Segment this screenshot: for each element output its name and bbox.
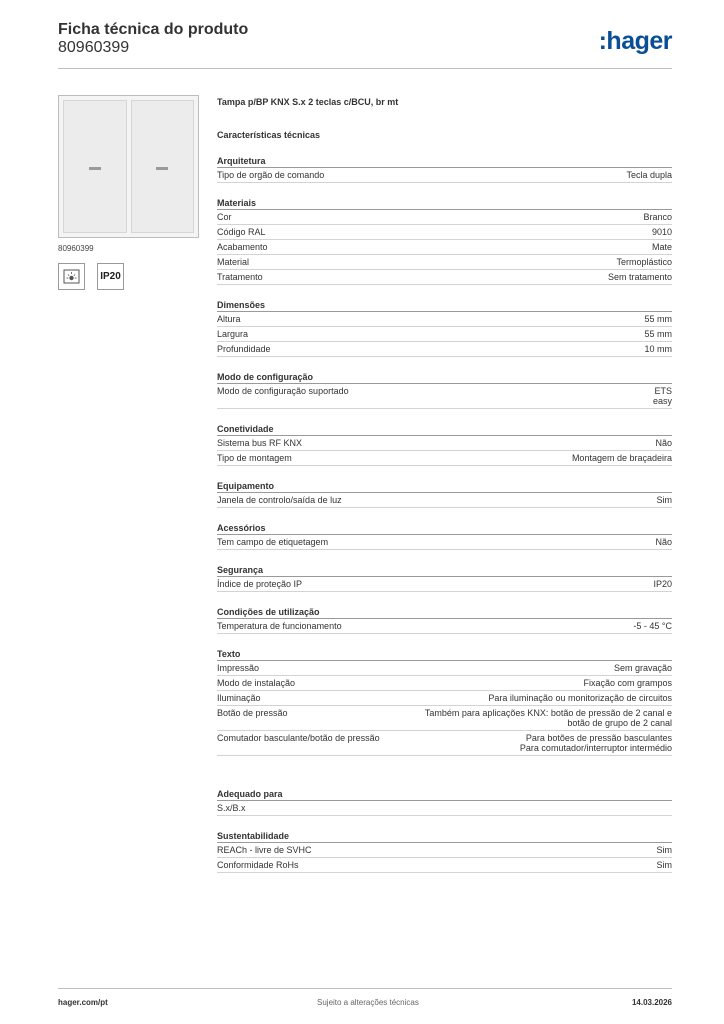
spec-content xyxy=(217,97,672,873)
spec-label: Largura xyxy=(217,329,249,339)
section-title: Arquitetura xyxy=(217,155,672,168)
led-indicator xyxy=(89,167,101,170)
spec-label: Conformidade RoHs xyxy=(217,860,299,870)
spec-row xyxy=(217,731,672,756)
spec-section xyxy=(217,155,672,183)
section-title: Materiais xyxy=(217,197,672,210)
spec-label: S.x/B.x xyxy=(217,803,246,813)
section-title: Condições de utilização xyxy=(217,606,672,619)
spec-value: IP20 xyxy=(653,579,672,589)
spec-label: Janela de controlo/saída de luz xyxy=(217,495,342,505)
header-divider xyxy=(58,68,672,69)
product-image xyxy=(58,95,199,238)
spec-row xyxy=(217,691,672,706)
spec-label: Profundidade xyxy=(217,344,271,354)
spec-value: Para iluminação ou monitorização de circuitos xyxy=(488,693,672,703)
section-spacer xyxy=(217,756,672,774)
section-title: Segurança xyxy=(217,564,672,577)
spec-label: Iluminação xyxy=(217,693,261,703)
spec-value: Branco xyxy=(643,212,672,222)
spec-value: 55 mm xyxy=(644,329,672,339)
section-title: Modo de configuração xyxy=(217,371,672,384)
spec-label: Tem campo de etiquetagem xyxy=(217,537,329,547)
ip-rating-badge: IP20 xyxy=(97,263,124,290)
spec-row xyxy=(217,661,672,676)
spec-value: Termoplástico xyxy=(616,257,672,267)
spec-value: Tecla dupla xyxy=(626,170,672,180)
spec-label: Comutador basculante/botão de pressão xyxy=(217,733,380,743)
spec-row xyxy=(217,342,672,357)
spec-sections xyxy=(217,155,672,873)
spec-value: ETS easy xyxy=(652,386,672,406)
spec-row xyxy=(217,493,672,508)
spec-row xyxy=(217,535,672,550)
spec-label: Impressão xyxy=(217,663,260,673)
section-title: Conetividade xyxy=(217,423,672,436)
spec-label: Modo de instalação xyxy=(217,678,296,688)
spec-row xyxy=(217,676,672,691)
spec-section xyxy=(217,299,672,357)
section-title: Texto xyxy=(217,648,672,661)
spec-section xyxy=(217,371,672,409)
spec-label: Botão de pressão xyxy=(217,708,288,718)
spec-label: Altura xyxy=(217,314,241,324)
spec-row xyxy=(217,384,672,409)
spec-section xyxy=(217,788,672,816)
spec-value: Não xyxy=(655,537,672,547)
spec-value: 10 mm xyxy=(644,344,672,354)
spec-row xyxy=(217,312,672,327)
spec-row xyxy=(217,240,672,255)
spec-section xyxy=(217,830,672,873)
spec-row xyxy=(217,210,672,225)
spec-value: Sem tratamento xyxy=(607,272,672,282)
spec-row xyxy=(217,168,672,183)
section-title: Adequado para xyxy=(217,788,672,801)
spec-section xyxy=(217,522,672,550)
spec-section xyxy=(217,606,672,634)
spec-label: REACh - livre de SVHC xyxy=(217,845,312,855)
spec-value: Sim xyxy=(656,860,672,870)
spec-value: -5 - 45 °C xyxy=(633,621,672,631)
spec-label: Temperatura de funcionamento xyxy=(217,621,342,631)
spec-row xyxy=(217,327,672,342)
footer-date: 14.03.2026 xyxy=(631,998,672,1007)
section-title: Equipamento xyxy=(217,480,672,493)
tech-title: Características técnicas xyxy=(217,130,321,140)
spec-label: Tratamento xyxy=(217,272,263,282)
spec-value: Sem gravação xyxy=(613,663,672,673)
product-name: Tampa p/BP KNX S.x 2 teclas c/BCU, br mt xyxy=(217,97,399,107)
section-title: Sustentabilidade xyxy=(217,830,672,843)
spec-label: Código RAL xyxy=(217,227,266,237)
spec-row xyxy=(217,270,672,285)
spec-label: Índice de proteção IP xyxy=(217,579,303,589)
image-caption: 80960399 xyxy=(58,244,94,253)
page-title: Ficha técnica do produto xyxy=(58,21,249,38)
spec-row xyxy=(217,451,672,466)
section-title: Dimensões xyxy=(217,299,672,312)
spec-value: 9010 xyxy=(651,227,672,237)
spec-label: Tipo de montagem xyxy=(217,453,292,463)
light-indicator-icon xyxy=(58,263,85,290)
spec-row xyxy=(217,801,672,816)
spec-row xyxy=(217,225,672,240)
led-indicator xyxy=(156,167,168,170)
spec-section xyxy=(217,423,672,466)
spec-label: Material xyxy=(217,257,250,267)
section-title: Acessórios xyxy=(217,522,672,535)
spec-label: Cor xyxy=(217,212,232,222)
spec-row xyxy=(217,255,672,270)
rocker-right xyxy=(131,100,195,233)
spec-section xyxy=(217,648,672,756)
spec-row xyxy=(217,577,672,592)
spec-value: Sim xyxy=(656,845,672,855)
spec-section xyxy=(217,480,672,508)
rocker-left xyxy=(63,100,127,233)
spec-value: 55 mm xyxy=(644,314,672,324)
footer-website: hager.com/pt xyxy=(58,998,108,1007)
spec-label: Modo de configuração suportado xyxy=(217,386,349,396)
spec-section xyxy=(217,564,672,592)
spec-label: Tipo de orgão de comando xyxy=(217,170,325,180)
hager-logo: :hager xyxy=(598,27,672,55)
spec-value: Não xyxy=(655,438,672,448)
footer-divider xyxy=(58,988,672,989)
spec-row xyxy=(217,436,672,451)
spec-value: Montagem de braçadeira xyxy=(571,453,672,463)
spec-label: Sistema bus RF KNX xyxy=(217,438,303,448)
spec-value: Para botões de pressão basculantes Para comutador/interruptor intermédio xyxy=(519,733,672,753)
spec-row xyxy=(217,843,672,858)
spec-row xyxy=(217,619,672,634)
spec-value: Sim xyxy=(656,495,672,505)
spec-value: Mate xyxy=(651,242,672,252)
spec-row xyxy=(217,858,672,873)
spec-section xyxy=(217,197,672,285)
spec-value: Fixação com grampos xyxy=(583,678,672,688)
product-code: 80960399 xyxy=(58,39,130,56)
footer-notice: Sujeito a alterações técnicas xyxy=(317,998,419,1007)
spec-value: Também para aplicações KNX: botão de pressão de 2 canal e botão de grupo de 2 canal xyxy=(424,708,672,728)
spec-label: Acabamento xyxy=(217,242,268,252)
spec-row xyxy=(217,706,672,731)
